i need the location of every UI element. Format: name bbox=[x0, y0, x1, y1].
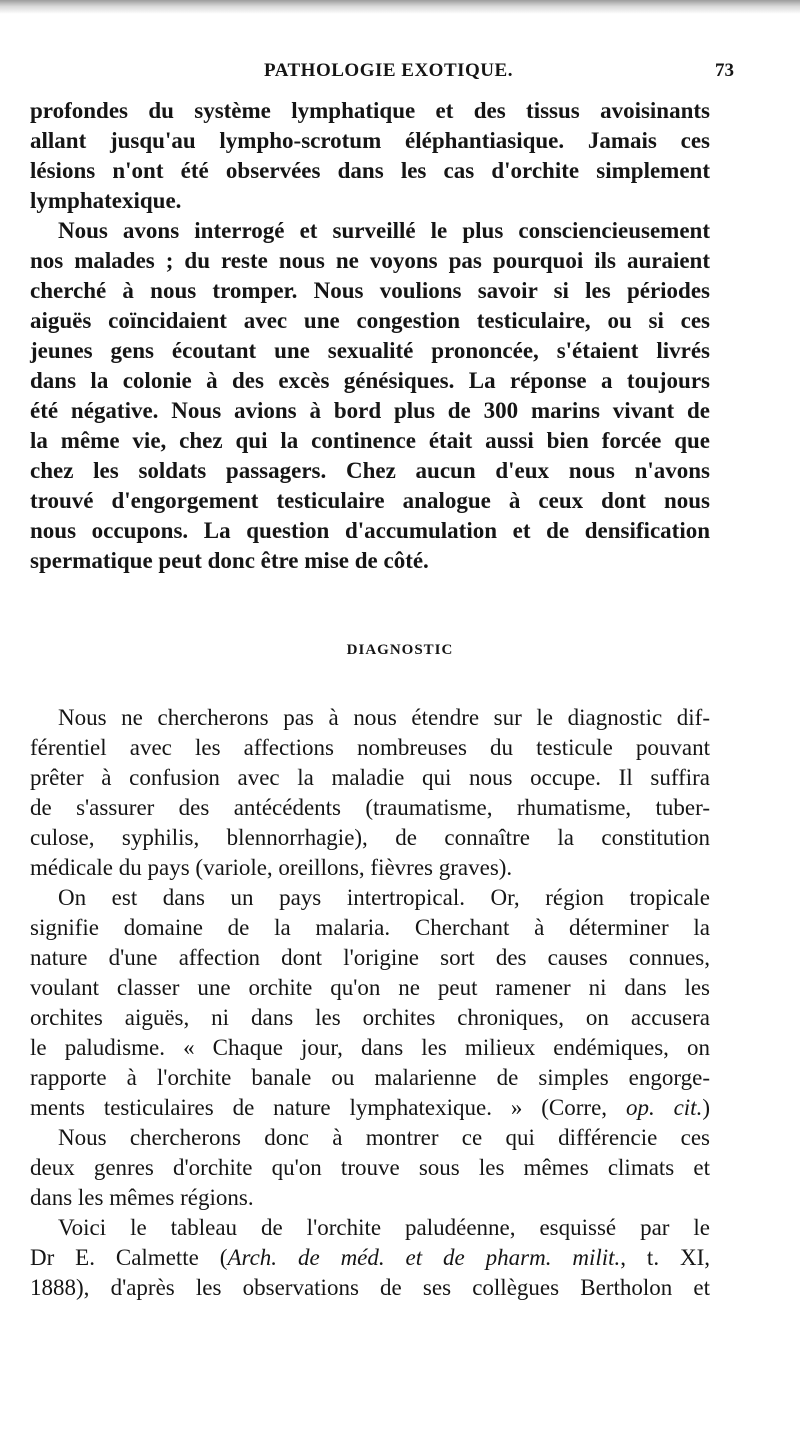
text-line-with-reference bbox=[30, 1243, 710, 1273]
paragraph bbox=[30, 883, 710, 1123]
text-line: jeunes gens écoutant une sexualité prononcée, s'étaient livrés bbox=[30, 338, 710, 363]
text-line: aiguës coïncidaient avec une congestion testiculaire, ou si ces bbox=[30, 308, 710, 333]
body-text-upper bbox=[30, 96, 710, 576]
paragraph bbox=[30, 1213, 710, 1303]
text-line: de s'assurer des antécédents (traumatisme, rhumatisme, tuber- bbox=[30, 795, 710, 820]
text-line: le paludisme. « Chaque jour, dans les milieux endémiques, on bbox=[30, 1035, 710, 1060]
section-heading: DIAGNOSTIC bbox=[346, 642, 454, 658]
text-line: voulant classer une orchite qu'on ne peut ramener ni dans les bbox=[30, 975, 710, 1000]
text-line: profondes du système lymphatique et des tissus avoisinants bbox=[30, 98, 710, 123]
scan-edge-shadow bbox=[0, 0, 800, 14]
text-line: cherché à nous tromper. Nous voulions savoir si les périodes bbox=[30, 278, 710, 303]
text-line: chez les soldats passagers. Chez aucun d'eux nous n'avons bbox=[30, 458, 710, 483]
text-segment: ) bbox=[702, 1095, 710, 1120]
text-segment: , t. XI, bbox=[620, 1245, 710, 1270]
text-line: nature d'une affection dont l'origine sort des causes connues, bbox=[30, 945, 710, 970]
text-line-with-citation bbox=[30, 1093, 710, 1123]
citation-italic: op. cit. bbox=[625, 1095, 703, 1120]
text-line: la même vie, chez qui la continence était aussi bien forcée que bbox=[30, 428, 710, 453]
text-line: prêter à confusion avec la maladie qui nous occupe. Il suffira bbox=[30, 765, 710, 790]
text-line: dans les mêmes régions. bbox=[30, 1185, 254, 1210]
text-line: 1888), d'après les observations de ses collègues Bertholon et bbox=[30, 1275, 710, 1300]
text-line: médicale du pays (variole, oreillons, fièvres graves). bbox=[30, 855, 513, 880]
text-line: orchites aiguës, ni dans les orchites chroniques, on accusera bbox=[30, 1005, 710, 1030]
page-header bbox=[264, 60, 734, 90]
text-line: Nous avons interrogé et surveillé le plus consciencieusement bbox=[58, 218, 710, 243]
text-line: rapporte à l'orchite banale ou malarienne de simples engorge- bbox=[30, 1065, 710, 1090]
journal-title-italic: Arch. de méd. et de pharm. milit. bbox=[227, 1245, 621, 1270]
text-line: trouvé d'engorgement testiculaire analogue à ceux dont nous bbox=[30, 488, 710, 513]
text-line: dans la colonie à des excès génésiques. La réponse a toujours bbox=[30, 368, 710, 393]
text-line: nos malades ; du reste nous ne voyons pas pourquoi ils auraient bbox=[30, 248, 710, 273]
text-line: allant jusqu'au lympho-scrotum éléphantiasique. Jamais ces bbox=[30, 128, 710, 153]
text-line: Nous ne chercherons pas à nous étendre sur le diagnostic dif- bbox=[58, 705, 710, 730]
paragraph bbox=[30, 1123, 710, 1213]
text-segment: ments testiculaires de nature lymphatexique. » (Corre, bbox=[30, 1095, 608, 1120]
text-line: deux genres d'orchite qu'on trouve sous les mêmes climats et bbox=[30, 1155, 710, 1180]
text-line: Voici le tableau de l'orchite paludéenne, esquissé par le bbox=[58, 1215, 710, 1240]
paragraph bbox=[30, 703, 710, 883]
body-text-lower bbox=[30, 703, 710, 1303]
text-line: signifie domaine de la malaria. Cherchant à déterminer la bbox=[30, 915, 710, 940]
text-line: On est dans un pays intertropical. Or, région tropicale bbox=[58, 885, 710, 910]
text-line: Nous chercherons donc à montrer ce qui différencie ces bbox=[58, 1125, 710, 1150]
text-line: été négative. Nous avions à bord plus de 300 marins vivant de bbox=[30, 398, 710, 423]
text-line: culose, syphilis, blennorrhagie), de connaître la constitution bbox=[30, 825, 710, 850]
text-segment: Dr E. Calmette ( bbox=[30, 1245, 228, 1270]
page-number: 73 bbox=[715, 60, 734, 81]
paragraph bbox=[30, 96, 710, 216]
text-line: nous occupons. La question d'accumulation et de densification bbox=[30, 518, 710, 543]
running-head: PATHOLOGIE EXOTIQUE. bbox=[264, 60, 513, 81]
text-line: spermatique peut donc être mise de côté. bbox=[30, 548, 429, 573]
text-line: lymphatexique. bbox=[30, 188, 182, 213]
paragraph bbox=[30, 216, 710, 576]
text-line: lésions n'ont été observées dans les cas d'orchite simplement bbox=[30, 158, 710, 183]
text-line: férentiel avec les affections nombreuses du testicule pouvant bbox=[30, 735, 710, 760]
